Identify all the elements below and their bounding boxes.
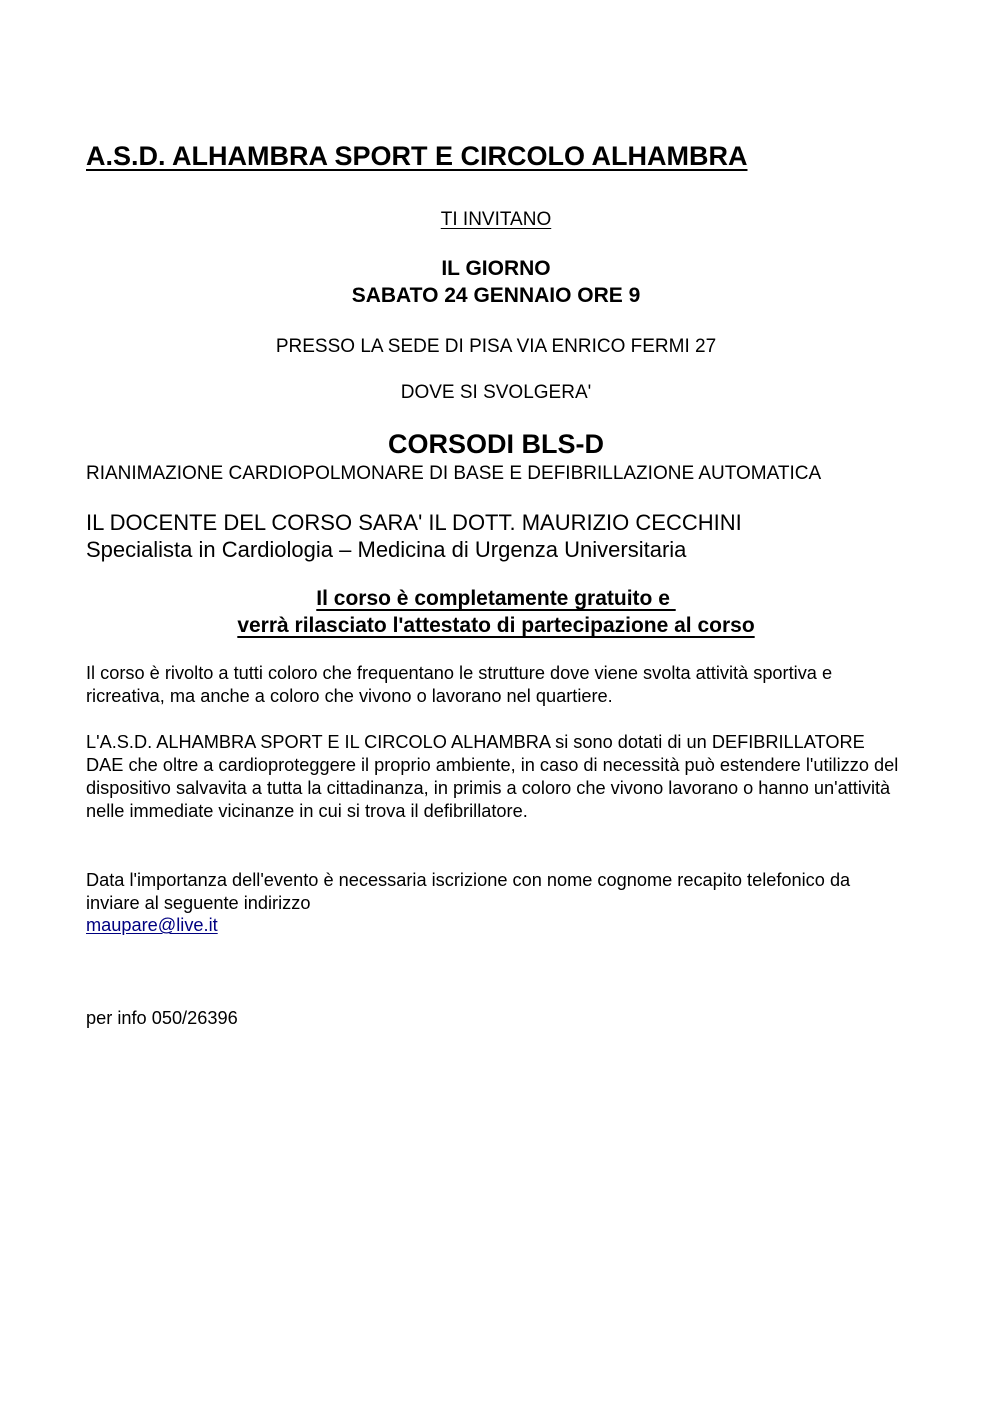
day-label: IL GIORNO — [441, 257, 551, 280]
teacher-specialty: Specialista in Cardiologia – Medicina di Urgenza Universitaria — [86, 537, 687, 562]
certificate-notice: verrà rilasciato l'attestato di partecipazione al corso — [237, 614, 755, 637]
free-course-notice: Il corso è completamente gratuito e — [316, 587, 676, 610]
event-date: SABATO 24 GENNAIO ORE 9 — [351, 284, 641, 307]
where-label: DOVE SI SVOLGERA' — [400, 382, 592, 403]
course-teacher: IL DOCENTE DEL CORSO SARA' IL DOTT. MAURIZIO CECCHINI — [86, 510, 742, 535]
audience-paragraph: Il corso è rivolto a tutti coloro che frequentano le strutture dove viene svolta attività sportiva e ricreativa, ma anche a coloro che vivono o lavorano nel quartiere. — [86, 663, 833, 706]
invite-heading: TI INVITANO — [440, 209, 552, 230]
contact-email-link[interactable]: maupare@live.it — [86, 915, 218, 935]
event-location: PRESSO LA SEDE DI PISA VIA ENRICO FERMI 27 — [275, 336, 717, 357]
course-subtitle: RIANIMAZIONE CARDIOPOLMONARE DI BASE E DEFIBRILLAZIONE AUTOMATICA — [86, 463, 822, 484]
info-phone: per info 050/26396 — [86, 1008, 238, 1028]
page-title: A.S.D. ALHAMBRA SPORT E CIRCOLO ALHAMBRA — [86, 141, 748, 171]
registration-paragraph: Data l'importanza dell'evento è necessaria iscrizione con nome cognome recapito telefonico da inviare al seguente indirizzo — [86, 870, 851, 913]
defibrillator-paragraph: L'A.S.D. ALHAMBRA SPORT E IL CIRCOLO ALHAMBRA si sono dotati di un DEFIBRILLATORE DAE che oltre a cardioproteggere il proprio ambiente, in caso di necessità può estendere l'utilizzo del dispositivo salvavita a tutta la cittadinanza, in primis a coloro che vivono lavorano o hanno un'attività nelle immediate vicinanze in cui si trova il defibrillatore. — [86, 732, 899, 821]
course-title: CORSODI BLS-D — [388, 429, 604, 459]
